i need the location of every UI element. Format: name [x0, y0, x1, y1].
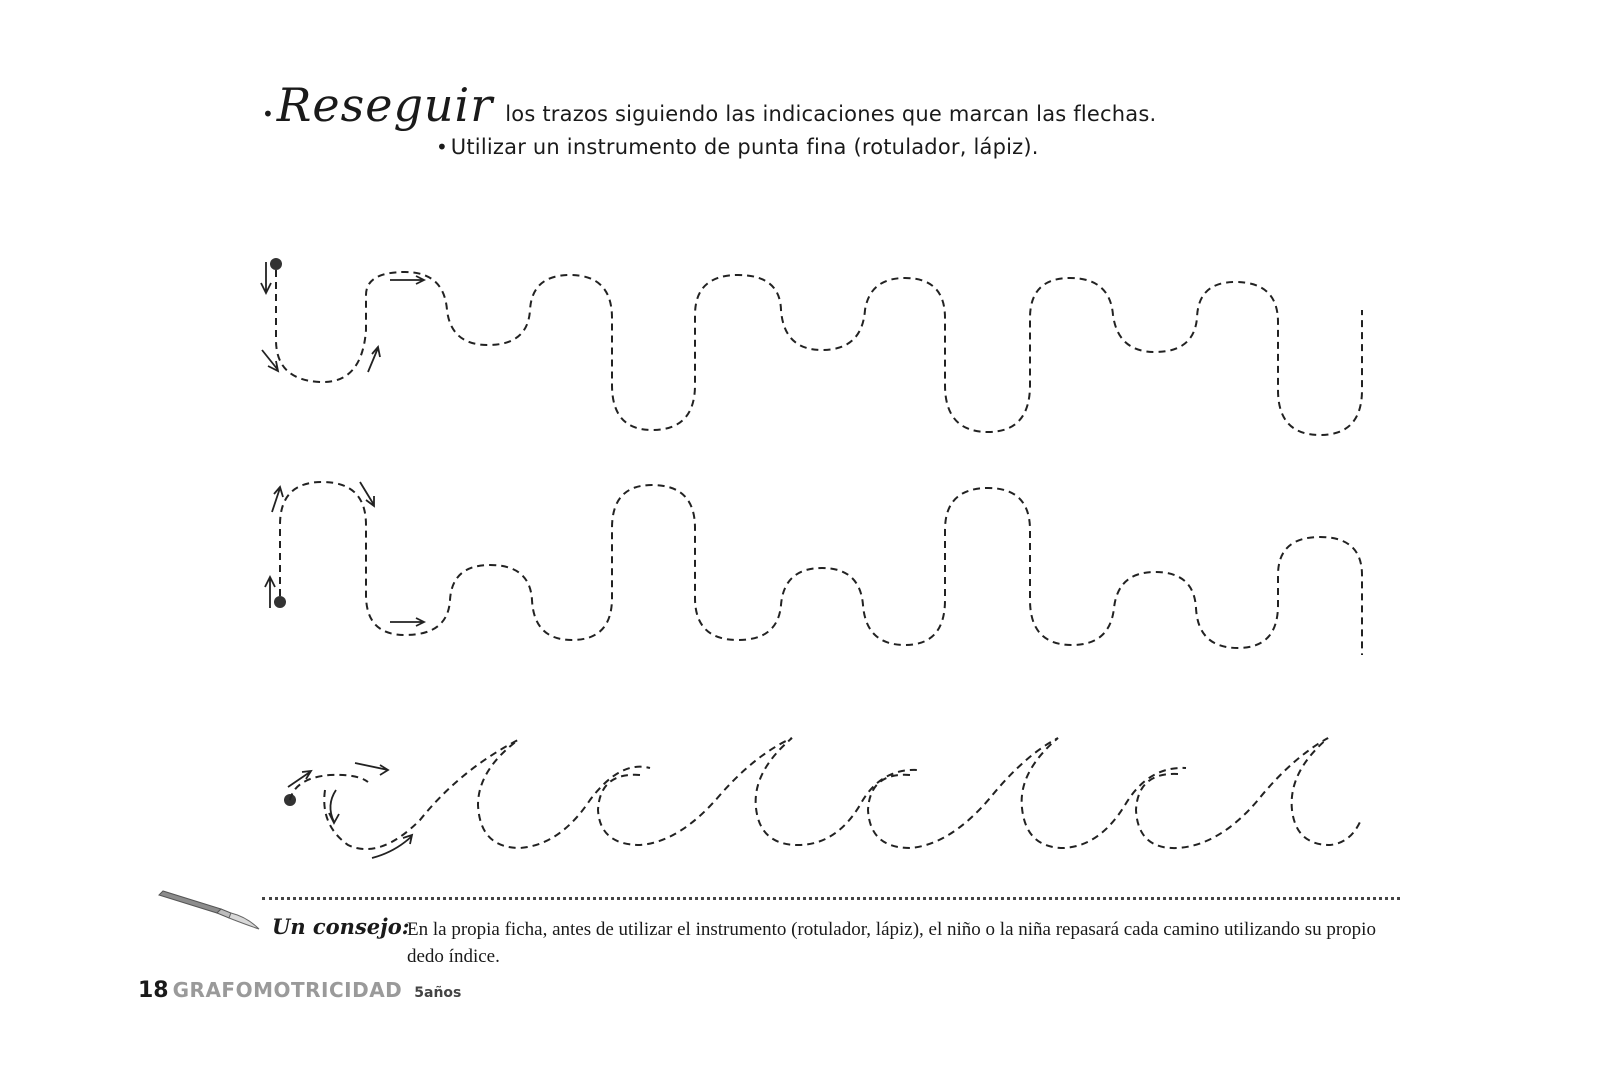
- trace-path-row-1[interactable]: [261, 258, 1362, 435]
- dotted-divider: [262, 897, 1400, 900]
- instruction-text-2: Utilizar un instrumento de punta fina (rotulador, lápiz).: [450, 135, 1039, 159]
- book-title: GRAFOMOTRICIDAD: [172, 978, 403, 1002]
- paintbrush-icon: [155, 885, 265, 935]
- arrow-icon: [261, 262, 424, 372]
- bullet: •: [262, 102, 274, 126]
- tip-label: Un consejo:: [272, 914, 410, 939]
- arrow-icon: [288, 763, 412, 858]
- tip-text: En la propia ficha, antes de utilizar el instrumento (rotulador, lápiz), el niño o la niña repasará cada camino utilizando su propio dedo índice.: [407, 919, 1376, 967]
- trace-path-row-2[interactable]: [265, 482, 1362, 655]
- bullet: •: [436, 135, 448, 159]
- arrow-icon: [265, 482, 424, 626]
- page-number: 18: [138, 978, 169, 1003]
- page-footer: [138, 978, 461, 1003]
- start-dot-icon: [270, 258, 282, 270]
- start-dot-icon: [274, 596, 286, 608]
- instruction-text-1: los trazos siguiendo las indicaciones que marcan las flechas.: [505, 102, 1157, 126]
- trace-path-row-3[interactable]: [284, 738, 1360, 858]
- age-label: 5años: [414, 985, 462, 1001]
- instruction-verb: Reseguir: [276, 78, 494, 132]
